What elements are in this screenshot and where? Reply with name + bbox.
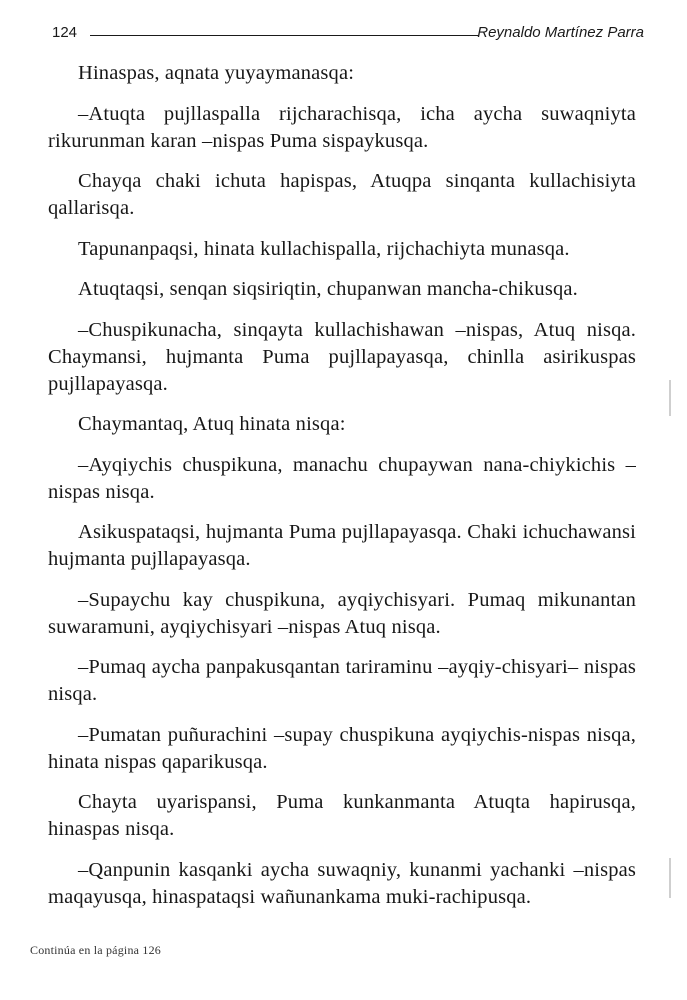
running-head: Reynaldo Martínez Parra	[477, 24, 644, 41]
page-number: 124	[52, 24, 78, 41]
paragraph: –Qanpunin kasqanki aycha suwaqniy, kunanmi yachanki –nispas maqayusqa, hinaspataqsi wañunankama muki-rachipusqa.	[48, 858, 636, 908]
paragraph: –Supaychu kay chuspikuna, ayqiychisyari. Pumaq mikunantan suwaramuni, ayqiychisyari –nispas Atuq nisqa.	[48, 588, 636, 638]
header-rule	[90, 35, 478, 36]
paragraph: –Atuqta pujllaspalla rijcharachisqa, icha aycha suwaqniyta rikurunman karan –nispas Puma sispaykusqa.	[48, 102, 636, 152]
continuation-note: Continúa en la página 126	[30, 943, 161, 957]
paragraph: Chayta uyarispansi, Puma kunkanmanta Atuqta hapirusqa, hinaspas nisqa.	[48, 791, 636, 840]
paragraph: –Ayqiychis chuspikuna, manachu chupaywan nana-chiykichis –nispas nisqa.	[48, 453, 636, 503]
paragraph: –Chuspikunacha, sinqayta kullachishawan –nispas, Atuq nisqa. Chaymansi, hujmanta Puma pujllapayasqa, chinlla asirikuspas pujllapayasqa.	[48, 318, 636, 395]
paragraph: –Pumatan puñurachini –supay chuspikuna ayqiychis-nispas nisqa, hinata nispas qaparikusqa.	[48, 723, 636, 773]
page-header	[52, 20, 644, 44]
paragraph: Asikuspataqsi, hujmanta Puma pujllapayasqa. Chaki ichuchawansi hujmanta pujllapayasqa.	[48, 521, 636, 570]
paragraph: Atuqtaqsi, senqan siqsiriqtin, chupanwan mancha-chikusqa.	[78, 278, 578, 300]
scan-edge-mark	[669, 380, 671, 416]
scan-edge-mark	[669, 858, 671, 898]
paragraph: –Pumaq aycha panpakusqantan tariraminu –ayqiy-chisyari– nispas nisqa.	[48, 656, 636, 705]
paragraph: Hinaspas, aqnata yuyaymanasqa:	[78, 62, 355, 84]
paragraph: Chaymantaq, Atuq hinata nisqa:	[78, 413, 346, 435]
paragraph: Chayqa chaki ichuta hapispas, Atuqpa sinqanta kullachisiyta qallarisqa.	[48, 170, 636, 219]
paragraph: Tapunanpaqsi, hinata kullachispalla, rijchachiyta munasqa.	[78, 237, 570, 260]
story-body	[48, 60, 636, 924]
